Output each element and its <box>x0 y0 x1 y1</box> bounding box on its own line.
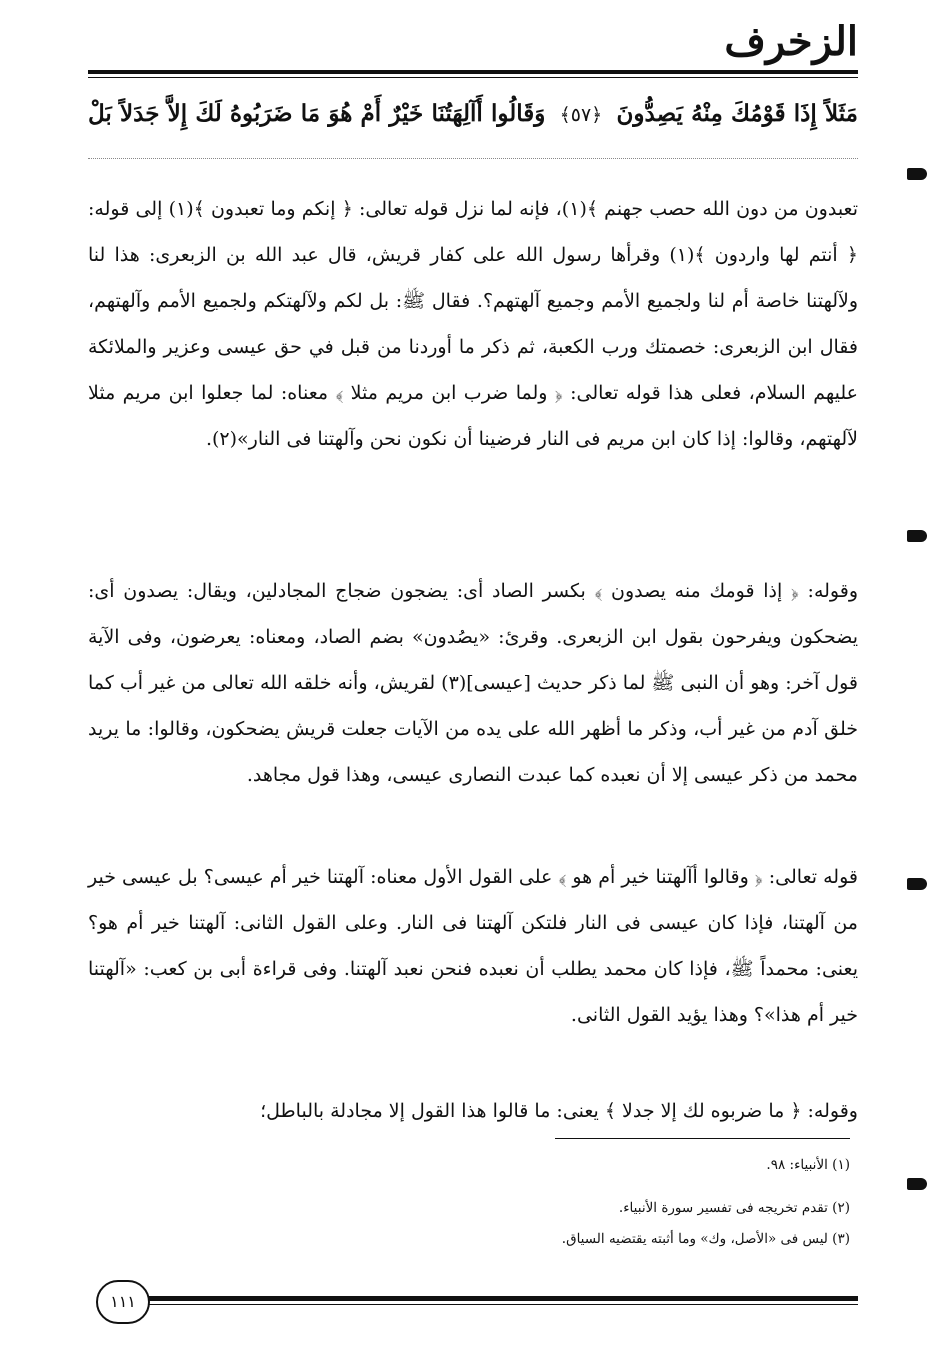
commentary-paragraph-3: قوله تعالى: ﴿ وقالوا أآلهتنا خير أم هو ﴾ على القول الأول معناه: آلهتنا خير أم عيسى؟ بل عيسى خير من آلهتنا، فإذا كان عيسى فى النار فلتكن آلهتنا فى النار. وعلى القول الثانى: آلهتنا خير أم هو؟ يعنى: محمداً ﷺ، فإذا كان محمد يطلب أن نعبده فنحن نعبد آلهتنا. وفى قراءة أبى بن كعب: «آلهتنا خير أم هذا»؟ وهذا يؤيد القول الثانى. <box>88 866 858 1026</box>
margin-mark <box>907 168 927 180</box>
surah-header-title: الزخرف <box>724 18 858 65</box>
footnote-separator <box>555 1138 850 1139</box>
footer-rule-thick <box>148 1296 858 1301</box>
footnote-1: (١) الأنبياء: ٩٨. <box>766 1157 850 1173</box>
verse-text-part-2: وَقَالُوا أَآلِهَتُنَا خَيْرٌ أَمْ هُوَ مَا ضَرَبُوهُ لَكَ إِلاَّ جَدَلاً بَلْ <box>88 100 546 127</box>
footer-rule-thin <box>148 1304 858 1305</box>
page-number: ١١١ <box>96 1280 150 1324</box>
commentary-paragraph-2: وقوله: ﴿ إذا قومك منه يصدون ﴾ بكسر الصاد أى: يضجون ضجاج المجادلين، ويقال: يصدون أى: يضحكون ويفرحون بقول ابن الزبعرى. وقرئ: «يصُدون» بضم الصاد، ومعناه: يعرضون، وفى الآية قول آخر: وهو أن النبى ﷺ لما ذكر حديث [عيسى](٣) لقريش، وأنه خلقه الله تعالى من غير أب كما خلق آدم من غير أب، وذكر ما أظهر الله على يده من الآيات جعلت قريش يضحكون، وقالوا: ما يريد محمد من ذكر عيسى إلا أن نعبده كما عبدت النصارى عيسى، وهذا قول مجاهد. <box>88 580 859 786</box>
header-rule-thin <box>88 77 858 78</box>
footnote-3: (٣) ليس فى «الأصل، وك» وما أثبته يقتضيه السياق. <box>561 1231 850 1247</box>
header-rule-thick <box>88 70 858 74</box>
margin-mark <box>907 878 927 890</box>
margin-mark <box>907 530 927 542</box>
margin-mark <box>907 1178 927 1190</box>
ayah-number-marker: ﴿٥٧﴾ <box>559 104 603 126</box>
verse-separator <box>88 158 858 159</box>
commentary-paragraph-4: وقوله: ﴿ ما ضربوه لك إلا جدلا ﴾ يعنى: ما قالوا هذا القول إلا مجادلة بالباطل؛ <box>260 1100 858 1122</box>
footnote-2: (٢) تقدم تخريجه فى تفسير سورة الأنبياء. <box>618 1200 850 1216</box>
verse-text-part-1: مَثَلاً إِذَا قَوْمُكَ مِنْهُ يَصِدُّونَ <box>616 100 859 127</box>
quran-verse-line <box>88 84 858 144</box>
commentary-paragraph-1: تعبدون من دون الله حصب جهنم ﴾(١)، فإنه لما نزل قوله تعالى: ﴿ إنكم وما تعبدون ﴾(١) إلى قوله: ﴿ أنتم لها واردون ﴾(١) وقرأها رسول الله على كفار قريش، قال عبد الله بن الزبعرى: هذا لنا ولآلهتنا خاصة أم لنا ولجميع الأمم وجميع آلهتهم؟. فقال ﷺ: بل لكم ولآلهتكم ولجميع الأمم وآلهتهم، فقال ابن الزبعرى: خصمتك ورب الكعبة، ثم ذكر ما أوردنا من قبل في حق عيسى وعزير والملائكة عليهم السلام، فعلى هذا قوله تعالى: ﴿ ولما ضرب ابن مريم مثلا ﴾ معناه: لما جعلوا ابن مريم مثلا لآلهتهم، وقالوا: إذا كان ابن مريم فى النار فرضينا أن نكون نحن وآلهتنا فى النار»(٢). <box>88 198 859 450</box>
